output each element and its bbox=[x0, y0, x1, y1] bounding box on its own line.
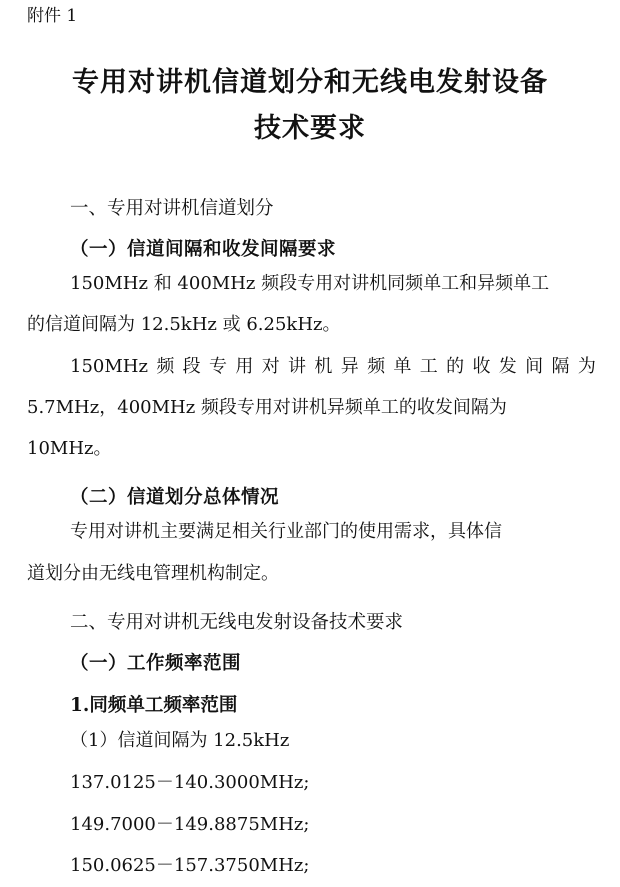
para-2-line-2: 5.7MHz，400MHz 频段专用对讲机异频单工的收发间隔为 bbox=[27, 397, 507, 418]
para-2-line-3: 10MHz。 bbox=[27, 438, 112, 459]
para-2-line-1-part: 对 bbox=[261, 356, 280, 377]
frequency-range-3: 150.0625－157.3750MHz; bbox=[70, 855, 310, 876]
para-2-line-1-part: 150MHz bbox=[70, 356, 148, 377]
para-2-line-1-part: 的 bbox=[446, 356, 465, 377]
section-2-heading: 二、专用对讲机无线电发射设备技术要求 bbox=[70, 612, 404, 633]
para-1-line-2: 的信道间隔为 12.5kHz 或 6.25kHz。 bbox=[27, 314, 341, 335]
para-2-line-1-part: 隔 bbox=[551, 356, 570, 377]
channel-spacing-label: （1）信道间隔为 12.5kHz bbox=[70, 730, 290, 751]
section-1-sub-2-heading: （二）信道划分总体情况 bbox=[70, 487, 280, 508]
para-2-line-1-part: 讲 bbox=[288, 356, 307, 377]
section-2-sub-1-heading: （一）工作频率范围 bbox=[70, 653, 242, 674]
frequency-range-1: 137.0125－140.3000MHz; bbox=[70, 772, 310, 793]
para-2-line-1-part: 异 bbox=[340, 356, 359, 377]
attachment-label: 附件 1 bbox=[27, 6, 78, 26]
para-2-line-1-part: 用 bbox=[235, 356, 254, 377]
para-2-line-1-part: 频 bbox=[367, 356, 386, 377]
para-3-line-1: 专用对讲机主要满足相关行业部门的使用需求，具体信 bbox=[70, 521, 502, 542]
para-2-line-1-part: 频 bbox=[156, 356, 175, 377]
para-2-line-1-part: 为 bbox=[577, 356, 596, 377]
document-title-line-1: 专用对讲机信道划分和无线电发射设备 bbox=[72, 67, 548, 98]
frequency-range-2: 149.7000－149.8875MHz; bbox=[70, 814, 310, 835]
item-1-heading: 1.同频单工频率范围 bbox=[70, 695, 238, 716]
para-2-line-1-part: 收 bbox=[472, 356, 491, 377]
para-2-line-1-part: 段 bbox=[182, 356, 201, 377]
section-1-heading: 一、专用对讲机信道划分 bbox=[70, 198, 274, 219]
para-2-line-1-part: 机 bbox=[314, 356, 333, 377]
para-1-line-1 bbox=[70, 272, 596, 296]
section-1-sub-1-heading: （一）信道间隔和收发间隔要求 bbox=[70, 239, 337, 260]
para-2-line-1 bbox=[70, 355, 596, 379]
document-title-line-2: 技术要求 bbox=[254, 113, 366, 144]
para-2-line-1-part: 间 bbox=[525, 356, 544, 377]
para-2-line-1-part: 发 bbox=[498, 356, 517, 377]
para-2-line-1-part: 专 bbox=[209, 356, 227, 377]
para-3-line-2: 道划分由无线电管理机构制定。 bbox=[27, 563, 279, 584]
para-2-line-1-part: 单 bbox=[393, 356, 412, 377]
para-2-line-1-part: 工 bbox=[419, 356, 438, 377]
para-1-line-1-text: 150MHz 和 400MHz 频段专用对讲机同频单工和异频单工 bbox=[70, 273, 550, 294]
